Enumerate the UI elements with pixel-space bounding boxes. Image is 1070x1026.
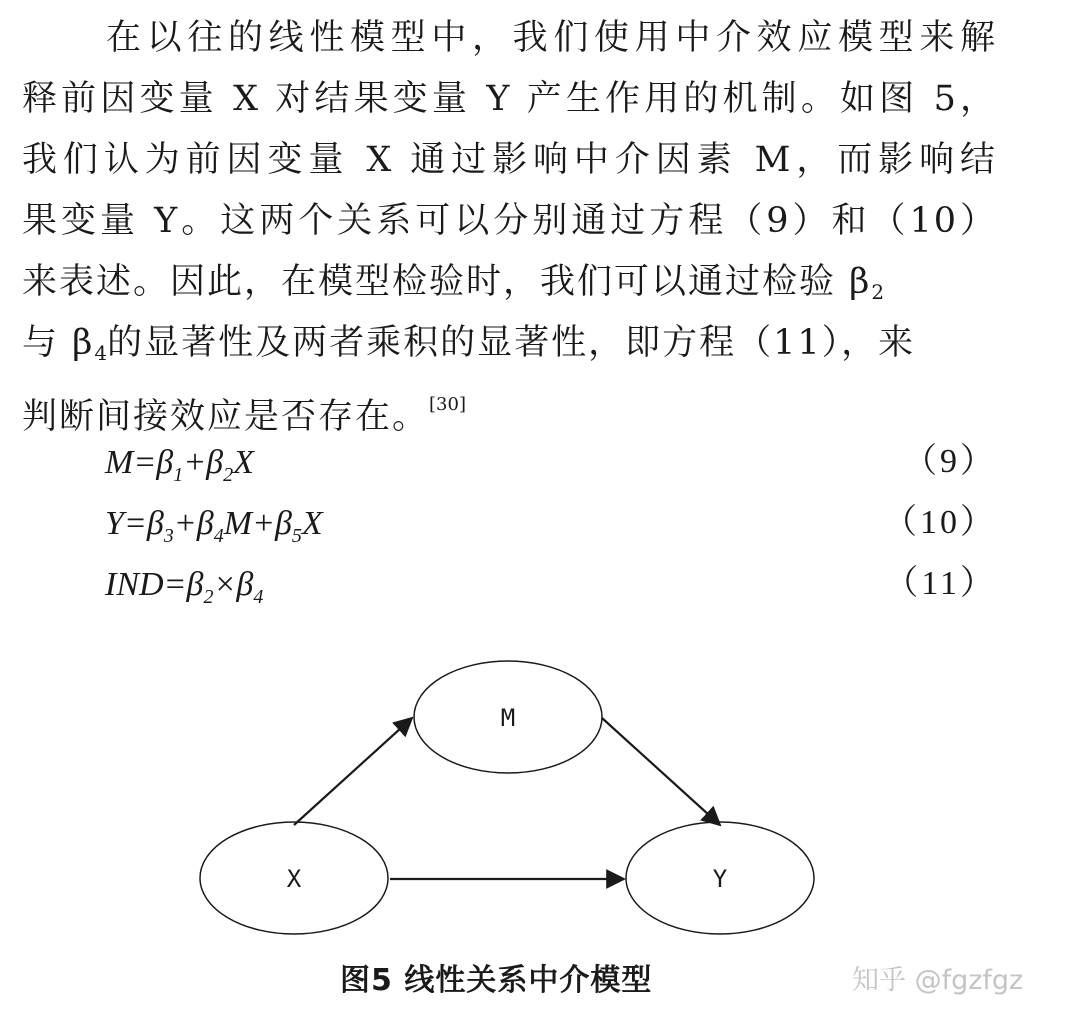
equation-11-number: （11）: [884, 565, 997, 602]
paragraph-line-6-text: 的显著性及两者乘积的显著性，即方程（11），来: [107, 323, 916, 363]
paragraph-line-2: 释前因变量 X 对结果变量 Y 产生作用的机制。如图 5，: [22, 79, 997, 119]
equation-10-formula: $Y=\beta_3+\beta_4M+\beta_5X$: [105, 505, 323, 547]
watermark: 知乎 @fgzfgz: [852, 965, 1024, 996]
edge-x-to-m: [294, 718, 412, 825]
figure-caption: 图5 线性关系中介模型: [340, 963, 653, 998]
equation-10-number: （10）: [883, 504, 997, 541]
equation-9-formula: $M=\beta_1+\beta_2X$: [105, 444, 254, 486]
paragraph-line-1: 在以往的线性模型中，我们使用中介效应模型来解: [106, 18, 997, 58]
paragraph-line-3: 我们认为前因变量 X 通过影响中介因素 M，而影响结: [22, 140, 997, 180]
beta2-subscript: 2: [871, 280, 885, 304]
paragraph-line-5-text: 来表述。因此，在模型检验时，我们可以通过检验 β: [22, 262, 872, 302]
paragraph-line-7-text: 判断间接效应是否存在。: [22, 397, 430, 437]
node-y-label: Y: [712, 865, 728, 893]
node-x-label: X: [286, 865, 302, 893]
equation-11-formula: $IND=\beta_2\times\beta_4$: [105, 566, 264, 608]
node-m-label: M: [500, 704, 516, 732]
paragraph-line-6-lead: 与 β: [22, 323, 95, 363]
citation-ref: [30]: [429, 394, 466, 415]
edge-m-to-y: [602, 718, 720, 825]
beta4-subscript: 4: [94, 341, 108, 365]
paragraph-line-4: 果变量 Y。这两个关系可以分别通过方程（9）和（10）: [22, 201, 997, 241]
equation-9-number: （9）: [903, 443, 997, 480]
